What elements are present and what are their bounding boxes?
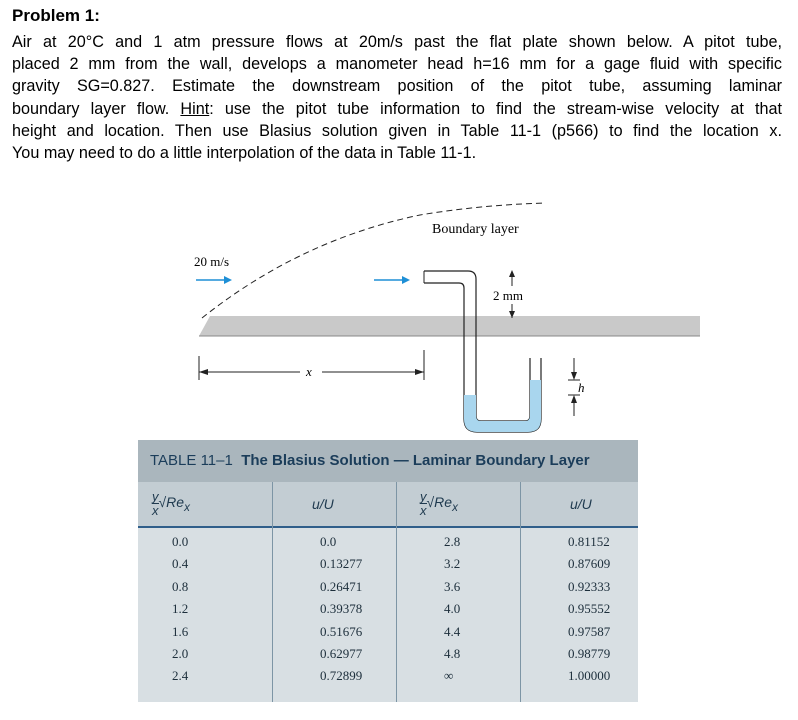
- eta-cell: 3.2: [444, 556, 461, 572]
- u-cell: 1.00000: [568, 668, 611, 684]
- table-number: TABLE 11–1: [150, 452, 233, 469]
- blasius-table: [138, 440, 638, 702]
- u-cell: 0.62977: [320, 646, 363, 661]
- u-cell: 0.92333: [568, 578, 611, 594]
- velocity-label: 20 m/s: [194, 254, 230, 269]
- u-cell: 0.13277: [320, 556, 363, 572]
- eta-header-right: $\frac{y}{x}$ $√Re_x$: [420, 489, 458, 518]
- u-cell: 0.97587: [568, 623, 611, 639]
- u-cell: 0.72899: [320, 668, 363, 684]
- eta-cell: 1.2: [172, 601, 189, 617]
- problem-line: height and location. Then use Blasius solution given in Table 11-1 (p566) to find the location x.: [12, 121, 782, 140]
- eta-header-left: $\frac{y}{x}$ $√Re_x$: [152, 489, 190, 518]
- table-name: The Blasius Solution — Laminar Boundary Layer: [241, 452, 590, 469]
- u-cell: 0.26471: [320, 578, 363, 594]
- u-cell: 0.0: [320, 534, 337, 549]
- eta-cell: ∞: [444, 668, 454, 684]
- eta-cell: 4.8: [444, 646, 461, 661]
- column-divider: [396, 482, 397, 702]
- u-cell: 0.39378: [320, 601, 363, 617]
- problem-line: You may need to do a little interpolation of the data in Table 11-1.: [12, 144, 477, 163]
- x-label: x: [306, 364, 312, 379]
- eta-cell: 0.0: [172, 534, 189, 549]
- eta-cell: 3.6: [444, 578, 461, 594]
- problem-title: Problem 1:: [12, 6, 100, 25]
- eta-cell: 0.4: [172, 556, 189, 572]
- boundary-layer-label: Boundary layer: [432, 222, 519, 237]
- table-header: [138, 482, 638, 526]
- eta-cell: 4.4: [444, 623, 461, 639]
- u-cell: 0.95552: [568, 601, 611, 617]
- u-cell: 0.87609: [568, 556, 611, 572]
- flat-plate: [199, 316, 700, 336]
- column-divider: [272, 482, 273, 702]
- eta-cell: 2.8: [444, 534, 461, 549]
- problem-line: placed 2 mm from the wall, develops a manometer head h=16 mm for a gage fluid with specific: [12, 55, 782, 74]
- hint-text: : use the pitot tube information to find the stream-wise velocity at that: [209, 99, 782, 118]
- eta-cell: 2.0: [172, 646, 189, 661]
- eta-cell: 4.0: [444, 601, 461, 617]
- column-divider: [520, 482, 521, 702]
- table-body: [138, 528, 638, 702]
- eta-cell: 2.4: [172, 668, 189, 684]
- hint-intro: boundary layer flow.: [12, 99, 181, 118]
- table-title: [150, 452, 590, 469]
- u-header-left: u/U: [312, 496, 334, 512]
- problem-line: gravity SG=0.827. Estimate the downstream position of the pitot tube, assuming laminar: [12, 77, 782, 96]
- eta-cell: 1.6: [172, 623, 189, 639]
- u-cell: 0.81152: [568, 534, 610, 549]
- u-header-right: u/U: [570, 496, 592, 512]
- eta-cell: 0.8: [172, 578, 189, 594]
- h-label: h: [578, 380, 585, 395]
- problem-line: Air at 20°C and 1 atm pressure flows at 20m/s past the flat plate shown below. A pitot tube,: [12, 33, 782, 51]
- u-cell: 0.98779: [568, 646, 611, 661]
- gap-label: 2 mm: [493, 288, 523, 303]
- hint-label: Hint: [180, 99, 210, 118]
- u-cell: 0.51676: [320, 623, 363, 639]
